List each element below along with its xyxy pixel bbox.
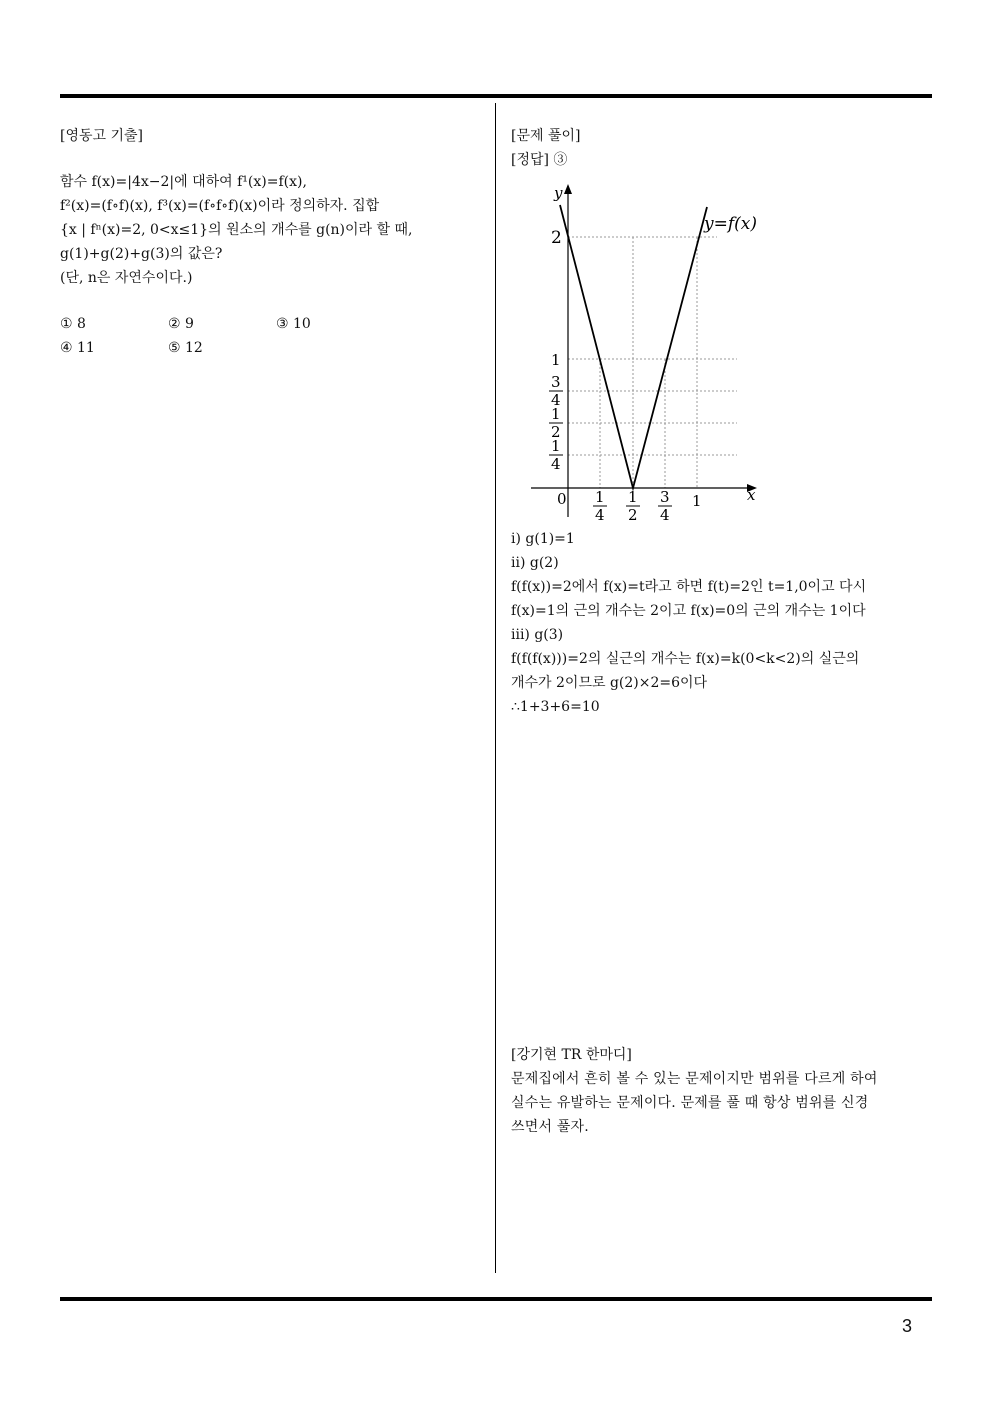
x-tick-half [626, 488, 640, 524]
solution-line-2: ii) g(2) [511, 555, 559, 571]
svg-text:4: 4 [551, 455, 561, 473]
svg-text:1: 1 [595, 488, 605, 506]
solution-line-5: iii) g(3) [511, 627, 564, 643]
choice-5[interactable]: ⑤ 12 [168, 340, 203, 356]
svg-text:1: 1 [628, 488, 638, 506]
solution-line-7: 개수가 2이므로 g(2)×2=6이다 [511, 675, 708, 691]
y-axis-arrow [564, 184, 572, 194]
problem-line-5: (단, n은 자연수이다.) [60, 270, 193, 286]
svg-text:2: 2 [551, 423, 561, 441]
solution-column [511, 124, 933, 719]
column-divider [495, 103, 496, 1273]
solution-header: [문제 풀이] [511, 128, 581, 144]
solution-line-4: f(x)=1의 근의 개수는 2이고 f(x)=0의 근의 개수는 1이다 [511, 603, 866, 619]
solution-answer: [정답] ③ [511, 152, 568, 168]
problem-line-4: g(1)+g(2)+g(3)의 값은? [60, 246, 223, 262]
y-tick-three-quarter [549, 373, 563, 409]
problem-line-2: f²(x)=(f∘f)(x), f³(x)=(f∘f∘f)(x)이라 정의하자. 집합 [60, 198, 380, 214]
origin-label: 0 [557, 490, 567, 508]
x-tick-quarter [593, 488, 607, 524]
curve-label: y=f(x) [704, 214, 757, 234]
y-axis-label: y [554, 184, 563, 202]
svg-text:3: 3 [660, 488, 670, 506]
tutor-comment [511, 1043, 933, 1139]
choice-4[interactable]: ④ 11 [60, 340, 95, 356]
svg-text:1: 1 [551, 405, 561, 423]
solution-line-3: f(f(x))=2에서 f(x)=t라고 하면 f(t)=2인 t=1,0이고 다시 [511, 579, 867, 595]
answer-choices [60, 312, 480, 360]
choice-3[interactable]: ③ 10 [276, 316, 311, 332]
x-tick-1: 1 [692, 492, 702, 510]
tutor-comment-header: [강기현 TR 한마디] [511, 1047, 632, 1063]
top-rule [60, 94, 932, 98]
y-tick-2: 2 [551, 228, 562, 248]
y-tick-quarter [549, 437, 563, 473]
function-graph [517, 182, 777, 527]
tutor-comment-line-3: 쓰면서 풀자. [511, 1119, 589, 1135]
problem-line-1: 함수 f(x)=|4x−2|에 대하여 f¹(x)=f(x), [60, 174, 307, 190]
problem-column [60, 124, 480, 360]
bottom-rule [60, 1297, 932, 1301]
graph-gridlines [568, 237, 737, 488]
x-axis-label: x [747, 486, 756, 504]
tutor-comment-line-2: 실수는 유발하는 문제이다. 문제를 풀 때 항상 범위를 신경 [511, 1095, 869, 1111]
svg-text:4: 4 [551, 391, 561, 409]
problem-line-3: {x | fⁿ(x)=2, 0<x≤1}의 원소의 개수를 g(n)이라 할 때, [60, 222, 413, 238]
svg-text:1: 1 [551, 437, 561, 455]
solution-line-1: i) g(1)=1 [511, 531, 575, 547]
solution-line-6: f(f(f(x)))=2의 실근의 개수는 f(x)=k(0<k<2)의 실근의 [511, 651, 860, 667]
solution-conclusion: ∴1+3+6=10 [511, 699, 600, 715]
y-tick-1: 1 [551, 351, 561, 369]
y-tick-half [549, 405, 563, 441]
svg-text:4: 4 [660, 506, 670, 524]
svg-text:2: 2 [628, 506, 638, 524]
svg-text:4: 4 [595, 506, 605, 524]
choice-1[interactable]: ① 8 [60, 316, 86, 332]
x-tick-three-quarter [658, 488, 672, 524]
problem-source: [영동고 기출] [60, 128, 143, 144]
choice-2[interactable]: ② 9 [168, 316, 194, 332]
tutor-comment-line-1: 문제집에서 흔히 볼 수 있는 문제이지만 범위를 다르게 하여 [511, 1071, 878, 1087]
svg-text:3: 3 [551, 373, 561, 391]
page-number: 3 [901, 1316, 912, 1336]
